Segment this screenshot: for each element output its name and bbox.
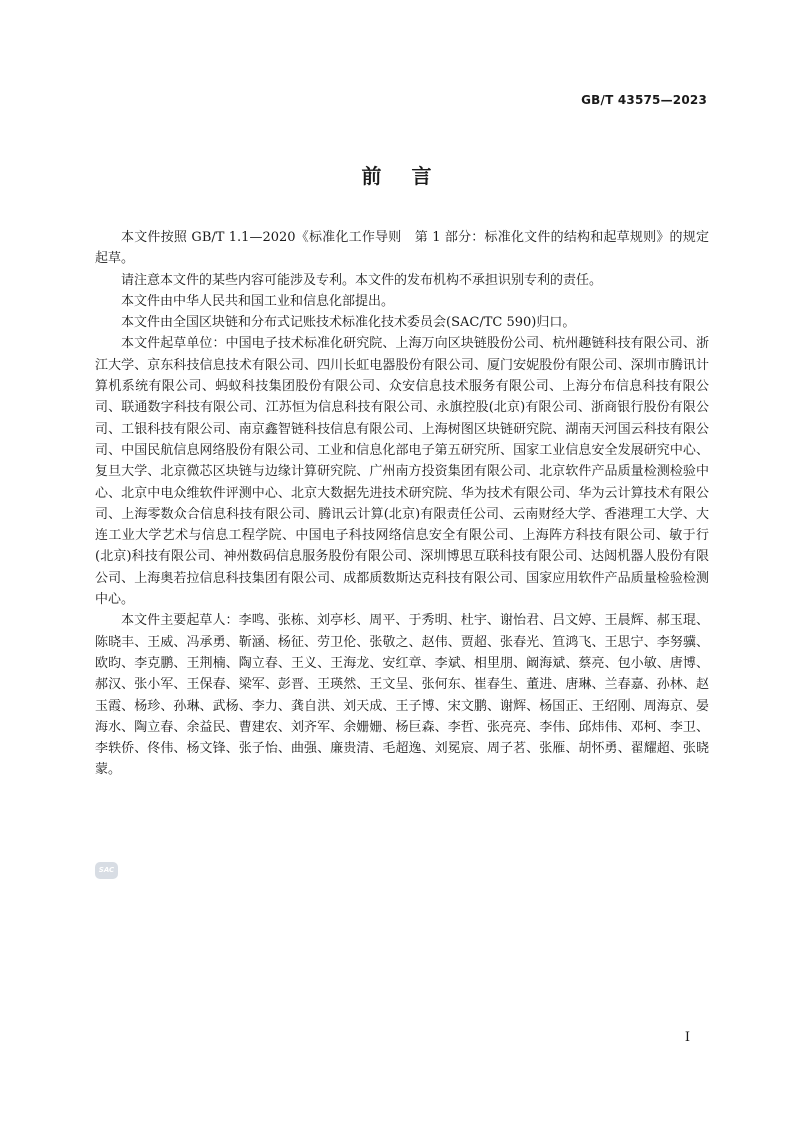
page-number: I	[684, 1030, 690, 1045]
standard-number: GB/T 43575—2023	[581, 93, 707, 107]
paragraph-technical-committee: 本文件由全国区块链和分布式记账技术标准化技术委员会(SAC/TC 590)归口。	[121, 315, 576, 331]
paragraph-drafting-units: 本文件起草单位：中国电子技术标准化研究院、上海万向区块链股份公司、杭州趣链科技有限公司、浙江大学、京东科技信息技术有限公司、四川长虹电器股份有限公司、厦门安妮股份有限公司、深圳市腾讯计算机系统有限公司、蚂蚁科技集团股份有限公司、众安信息技术服务有限公司、上海分布信息科技有限公司、联通数字科技有限公司、江苏恒为信息科技有限公司、永旗控股(北京)有限公司、浙商银行股份有限公司、工银科技有限公司、南京鑫智链科技信息有限公司、上海树图区块链研究院、湖南天河国云科技有限公司、中国民航信息网络股份有限公司、工业和信息化部电子第五研究所、国家工业信息安全发展研究中心、复旦大学、北京微芯区块链与边缘计算研究院、广州南方投资集团有限公司、北京软件产品质量检测检验中心、北京中电众维软件评测中心、北京大数据先进技术研究院、华为技术有限公司、华为云计算技术有限公司、上海零数众合信息科技有限公司、腾讯云计算(北京)有限责任公司、云南财经大学、香港理工大学、大连工业大学艺术与信息工程学院、中国电子科技网络信息安全有限公司、上海阵方科技有限公司、敏于行(北京)科技有限公司、神州数码信息服务股份有限公司、深圳博思互联科技有限公司、达闼机器人股份有限公司、上海奥若拉信息科技集团有限公司、成都质数斯达克科技有限公司、国家应用软件产品质量检验检测中心。	[95, 336, 709, 608]
paragraph-proposer: 本文件由中华人民共和国工业和信息化部提出。	[121, 293, 395, 309]
paragraph-drafting-rules: 本文件按照 GB/T 1.1—2020《标准化工作导则 第 1 部分：标准化文件的结构和起草规则》的规定起草。	[95, 230, 709, 267]
paragraph-drafters: 本文件主要起草人：李鸣、张栋、刘亭杉、周平、于秀明、杜宇、谢怡君、吕文婷、王晨辉、郝玉琨、陈晓丰、王威、冯承勇、靳涵、杨征、劳卫伦、张敬之、赵伟、贾超、张春光、笪鸿飞、王思宁、李努骥、欧昀、李克鹏、王荆楠、陶立春、王义、王海龙、安红章、李斌、相里朋、阚海斌、蔡亮、包小敏、唐博、郝汉、张小军、王保春、梁军、彭晋、王瑛然、王文呈、张何东、崔春生、董进、唐琳、兰春嘉、孙林、赵玉霞、杨珍、孙琳、武杨、李力、龚自洪、刘天成、王子博、宋文鹏、谢辉、杨国正、王绍刚、周海京、晏海水、陶立春、余益民、曹建农、刘齐军、余姗姗、杨巨森、李哲、张亮亮、李伟、邱炜伟、邓柯、李卫、李轶侨、佟伟、杨文锋、张子怡、曲强、廉贵清、毛超逸、刘冕宸、周子茗、张雁、胡怀勇、翟耀超、张晓蒙。	[95, 613, 709, 778]
paragraph-patent-notice: 请注意本文件的某些内容可能涉及专利。本文件的发布机构不承担识别专利的责任。	[121, 272, 603, 288]
sac-logo-watermark: SAC	[95, 862, 118, 879]
page-title: 前言	[361, 164, 462, 188]
foreword-body	[95, 227, 709, 781]
